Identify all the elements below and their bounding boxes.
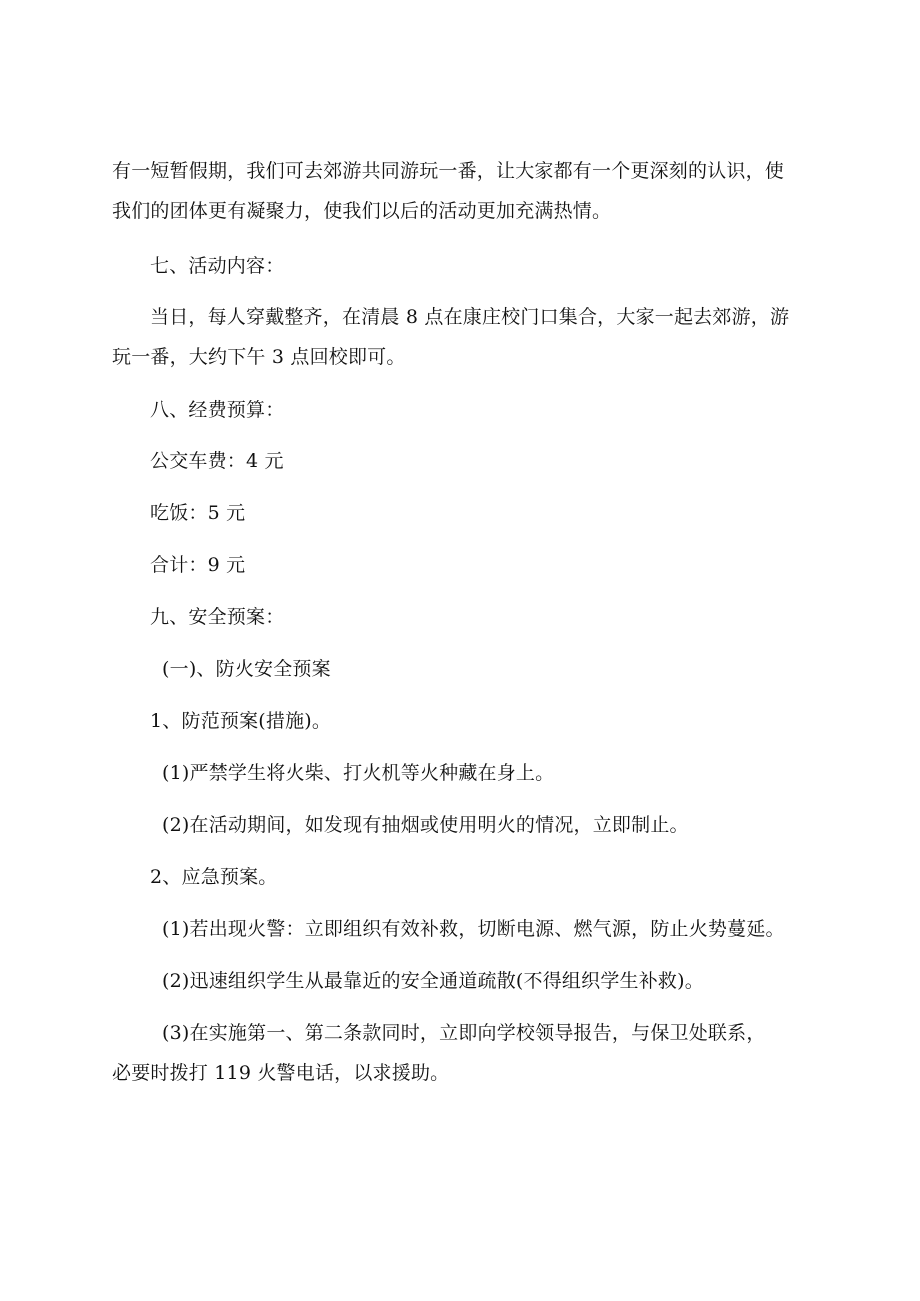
budget-meal: 吃饭：5 元 — [150, 502, 246, 524]
heading-safety-plan: 九、安全预案： — [150, 606, 285, 628]
item-emergency-1: (1)若出现火警：立即组织有效补救，切断电源、燃气源，防止火势蔓延。 — [162, 918, 785, 940]
budget-total: 合计：9 元 — [150, 554, 246, 576]
paragraph-activity — [112, 297, 790, 377]
paragraph-line: 有一短暂假期，我们可去郊游共同游玩一番，让大家都有一个更深刻的认识，使 — [112, 160, 785, 182]
heading-activity-content: 七、活动内容： — [150, 255, 285, 277]
item-emergency-2: (2)迅速组织学生从最靠近的安全通道疏散(不得组织学生补救)。 — [162, 970, 704, 992]
item-emergency-3 — [112, 1013, 766, 1093]
paragraph-line: (3)在实施第一、第二条款同时，立即向学校领导报告，与保卫处联系， — [162, 1022, 766, 1044]
heading-budget: 八、经费预算： — [150, 399, 285, 421]
item-prevention-2: (2)在活动期间，如发现有抽烟或使用明火的情况，立即制止。 — [162, 814, 689, 836]
item-emergency: 2、应急预案。 — [150, 866, 278, 888]
paragraph-line: 我们的团体更有凝聚力，使我们以后的活动更加充满热情。 — [112, 200, 612, 222]
paragraph-line: 必要时拨打 119 火警电话，以求援助。 — [112, 1062, 450, 1084]
budget-bus: 公交车费：4 元 — [150, 450, 284, 472]
section-fire-safety: (一)、防火安全预案 — [162, 658, 331, 680]
paragraph-line: 当日，每人穿戴整齐，在清晨 8 点在康庄校门口集合，大家一起去郊游，游 — [150, 306, 790, 328]
item-prevention-1: (1)严禁学生将火柴、打火机等火种藏在身上。 — [162, 762, 555, 784]
paragraph-line: 玩一番，大约下午 3 点回校即可。 — [112, 346, 406, 368]
item-prevention: 1、防范预案(措施)。 — [150, 710, 332, 732]
paragraph-intro — [112, 151, 784, 231]
